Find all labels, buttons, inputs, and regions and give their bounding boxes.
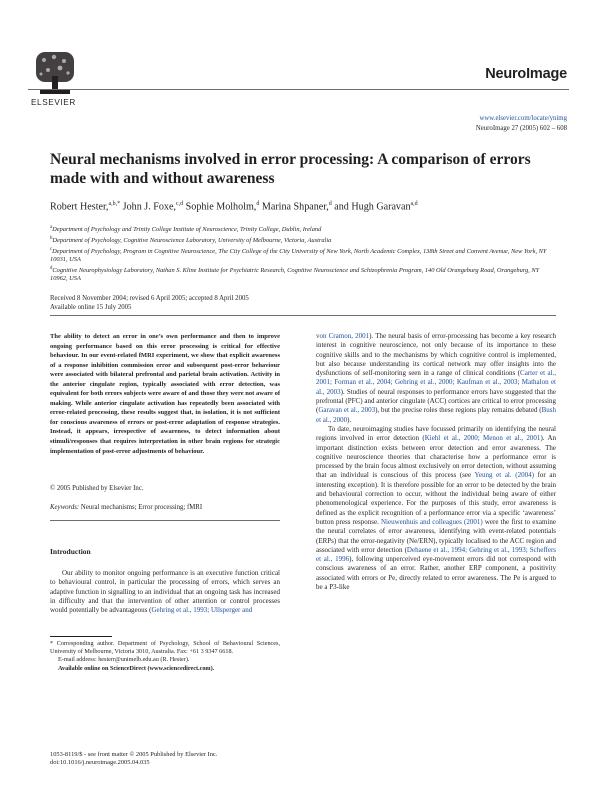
citation-link[interactable]: Bush et al., 2000: [316, 406, 556, 424]
article-dates: [50, 294, 249, 312]
author-name: and Hugh Garavan: [334, 201, 411, 213]
author-name: Marina Shpaner,: [261, 201, 329, 213]
paragraph: To date, neuroimaging studies have focussed primarily on identifying the neural regions involved in error detection (Kiehl et al., 2000; Menon et al., 2001). An important distinction exists between error detection and error awareness. The cognitive neuroscience theories that characterise how a performance error is processed by the brain focus almost exclusively on error detection, without assuming that an individual is conscious of this process (see Yeung et al. (2004) for an interesting exception). It is therefore possible for an error to be detected by the brain and behavioural correction to occur, without the individual being aware of either phenomenological experience. For the purposes of this study, error awareness is defined as the explicit recognition of a performance error via a specific ‘awareness’ button press response. Nieuwenhuis and colleagues (2001) were the first to examine the neural correlates of error awareness, identifying with event-related potentials (ERPs) that the error-negativity (Ne/ERN), typically localised to the ACC region and associated with error detection (Dehaene et al., 1994; Gehring et al., 1993; Scheffers et al., 1996), following unperceived eye-movement errors did not correspond with conscious awareness of an error. Rather, another ERP component, a positivity associated with errors or Pe, directly related to error awareness. The Pe is argued to be a P3-like: [316, 424, 557, 592]
keywords-list: Neural mechanisms; Error processing; fMRI: [80, 504, 203, 511]
author-sup: a,d: [410, 201, 418, 207]
footnote-rule: [50, 636, 112, 637]
keywords: [50, 504, 202, 511]
journal-site-block: [476, 114, 567, 134]
author-sup: a,b,*: [108, 201, 121, 207]
publisher-name: ELSEVIER: [31, 98, 76, 107]
email-address: E-mail address: hesterr@unimelb.edu.au (R. Hester).: [58, 656, 190, 664]
affiliation: $^c$Department of Psychology, Program in Cognitive Neuroscience, The City College of the City University of New York, North Academic Complex, 138th Street and Convent Avenue, New York, NY 10031, USA: [50, 246, 547, 264]
author-name: Sophie Molholm,: [185, 201, 257, 213]
citation-link[interactable]: Garavan et al., 2003: [318, 406, 376, 415]
abstract-copyright: © 2005 Published by Elsevier Inc.: [50, 485, 144, 492]
elsevier-tree-logo: [32, 46, 78, 104]
author-list: [50, 201, 418, 212]
received-line: Received 8 November 2004; revised 6 April 2005; accepted 8 April 2005: [50, 295, 249, 302]
article-title: Neural mechanisms involved in error processing: A comparison of errors made with and without awareness: [50, 151, 531, 187]
keywords-label: Keywords:: [50, 504, 80, 511]
affiliation: $^d$Cognitive Neurophysiology Laboratory, Nathan S. Kline Institute for Psychiatric Research, Cognitive Neuroscience and Schizophrenia Program, 140 Old Orangeburg Road, Orangeburg, NY 10962, USA: [50, 266, 540, 283]
affiliation: $^a$Department of Psychology and Trinity College Institute of Neuroscience, Trinity College, Dublin, Ireland: [50, 225, 322, 234]
author-name: John J. Foxe,: [122, 201, 176, 213]
author-sup: d: [328, 201, 332, 207]
right-column-text: [316, 332, 556, 592]
citation-line: NeuroImage 27 (2005) 602 – 608: [475, 125, 567, 132]
section-rule: [50, 315, 556, 316]
citation-link[interactable]: von Cramon, 2001: [316, 332, 370, 340]
abstract: The ability to detect an error in one’s own performance and then to improve ongoing performance based on this error processing is critical for effective behaviour. In our event-related fMRI experiment, we show that explicit awareness of a response inhibition commission error and subsequent post-error behaviour were associated with bilateral prefrontal and parietal brain activation. Activity in the anterior cingulate region, typically associated with error detection, was equivalent for both errors subjects were aware of and those they were not aware of making. While anterior cingulate activation has repeatedly been associated with error-related processing, these results suggest that, in isolation, it is not sufficient for conscious awareness of errors or post-error adaptation of response strategies. Instead, it appears, irrespective of awareness, to detect information about stimuli/responses that requires interpretation in other brain regions for strategic implementation of post-error adjustments of behaviour.: [50, 333, 280, 455]
author-name: Robert Hester,: [50, 201, 109, 213]
issn-doi: [50, 751, 217, 768]
citation-link[interactable]: Carter et al., 2001; Forman et al., 2004; Gehring et al., 2000; Kaufman et al., 2003; Mathalon et al., 2003: [316, 369, 557, 396]
issn-line: 1053-8119/$ - see front matter © 2005 Published by Elsevier Inc.: [50, 751, 218, 758]
author-sup: c,d: [175, 201, 184, 207]
footnote: [50, 640, 280, 673]
online-line: Available online 15 July 2005: [50, 304, 132, 311]
paragraph: von Cramon, 2001). The neural basis of error-processing has become a key research interest in cognitive neuroscience, not only because of its importance to these cognitive skills and to the mechanisms by which cognitive control is implemented, but also because understanding its cortical network may offer insights into the dysfunctions of self-monitoring seen in a range of clinical conditions (Carter et al., 2001; Forman et al., 2004; Gehring et al., 2000; Kaufman et al., 2003; Mathalon et al., 2003). Studies of neural responses to performance errors have suggested that the prefrontal (PFC) and anterior cingulate (ACC) cortices are critical to error processing (Garavan et al., 2003), but the precise roles these regions play remains debated (Bush et al., 2000).: [316, 332, 557, 424]
journal-logo: NeuroImage: [485, 66, 567, 82]
citation-link[interactable]: Kiehl et al., 2000; Menon et al., 2001: [424, 434, 541, 443]
affiliations: [50, 224, 556, 284]
sciencedirect-note: Available online on ScienceDirect (www.sciencedirect.com).: [58, 664, 215, 672]
corresponding-author: * Corresponding author. Department of Psychology, School of Behavioural Sciences, University of Melbourne, Victoria 3010, Australia. Fax: +61 3 9347 6618.: [50, 640, 280, 656]
introduction-text: Our ability to monitor ongoing performance is an executive function critical to behavioural control, in particular the processing of errors, which serves an adaptive function in signalling to an individual that an ongoing task has increased in difficulty and that the intervention of other attention or control processes would potentially be advantageous (Gehring et al., 1993; Ullsperger and: [50, 569, 280, 615]
introduction-heading: Introduction: [50, 547, 91, 556]
affiliation: $^b$Department of Psychology, Cognitive Neuroscience Laboratory, University of Melbourne, Victoria, Australia: [50, 235, 332, 245]
citation-link[interactable]: Yeung et al. (2004): [474, 471, 534, 480]
header-rule: [28, 89, 569, 90]
doi-line: doi:10.1016/j.neuroimage.2005.04.035: [50, 759, 150, 767]
abstract-rule: [50, 520, 280, 521]
citation-link[interactable]: Gehring et al., 1993; Ullsperger and: [151, 606, 253, 615]
journal-url-link[interactable]: www.elsevier.com/locate/ynimg: [479, 115, 567, 122]
author-sup: d: [256, 201, 260, 207]
citation-link[interactable]: Dehaene et al., 1994; Gehring et al., 1993; Scheffers et al., 1996: [316, 545, 556, 564]
citation-link[interactable]: Nieuwenhuis and colleagues (2001): [380, 517, 483, 526]
